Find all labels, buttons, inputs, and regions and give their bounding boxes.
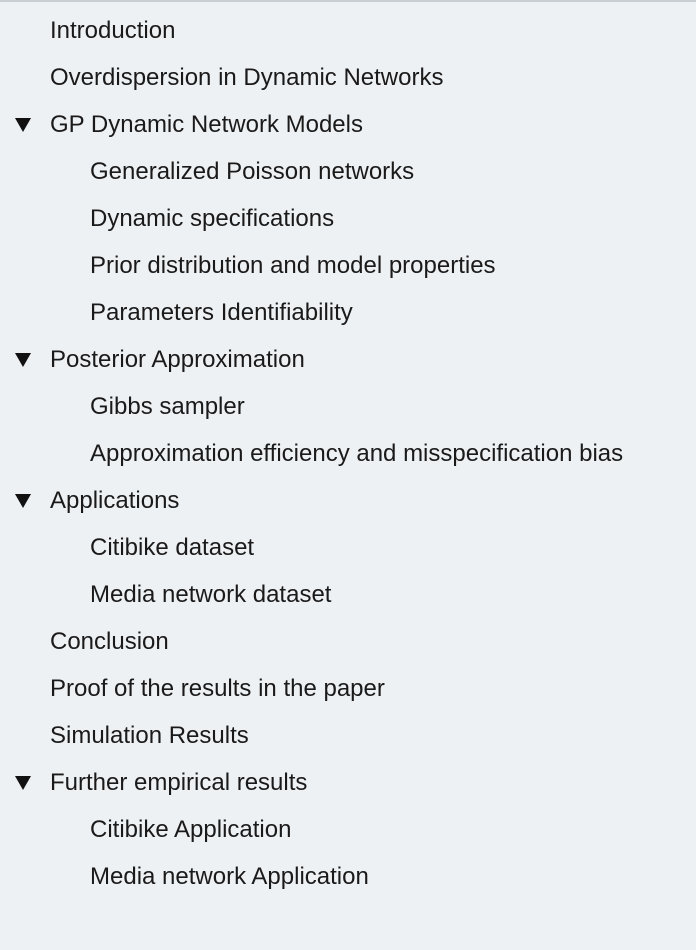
triangle-down-icon[interactable]: [14, 101, 32, 148]
toc-item-simulation-results[interactable]: [0, 712, 696, 759]
toc-item-label[interactable]: Approximation efficiency and misspecification bias: [90, 440, 624, 467]
triangle-down-icon[interactable]: [14, 477, 32, 524]
toc-item-gp-dynamic-network-models[interactable]: [0, 101, 696, 148]
toc-item-applications[interactable]: [0, 477, 696, 524]
toc-item-conclusion[interactable]: [0, 618, 696, 665]
toc-item-label[interactable]: Introduction: [50, 17, 176, 44]
toc-item-label[interactable]: Simulation Results: [50, 722, 249, 749]
toc-item-label[interactable]: Dynamic specifications: [90, 205, 335, 232]
toc-subitem-prior-distribution[interactable]: [0, 242, 696, 289]
toc-subitem-generalized-poisson[interactable]: [0, 148, 696, 195]
toc-item-label[interactable]: Citibike Application: [90, 816, 292, 843]
toc-item-label[interactable]: Generalized Poisson networks: [90, 158, 415, 185]
toc-item-label[interactable]: Posterior Approximation: [50, 346, 305, 373]
toc-item-label[interactable]: Media network dataset: [90, 581, 332, 608]
toc-item-label[interactable]: Overdispersion in Dynamic Networks: [50, 64, 444, 91]
triangle-down-icon[interactable]: [14, 336, 32, 383]
toc-subitem-citibike-dataset[interactable]: [0, 524, 696, 571]
toc-item-label[interactable]: Further empirical results: [50, 769, 308, 796]
toc-item-further-empirical-results[interactable]: [0, 759, 696, 806]
toc-item-label[interactable]: Gibbs sampler: [90, 393, 245, 420]
triangle-down-icon[interactable]: [14, 759, 32, 806]
toc-item-label[interactable]: Proof of the results in the paper: [50, 675, 385, 702]
toc-subitem-citibike-application[interactable]: [0, 806, 696, 853]
toc-subitem-gibbs-sampler[interactable]: [0, 383, 696, 430]
toc-item-overdispersion[interactable]: [0, 54, 696, 101]
toc-item-label[interactable]: Conclusion: [50, 628, 169, 655]
toc-item-proof-of-results[interactable]: [0, 665, 696, 712]
toc-item-label[interactable]: Prior distribution and model properties: [90, 252, 496, 279]
toc-item-label[interactable]: Parameters Identifiability: [90, 299, 353, 326]
toc-subitem-media-network-dataset[interactable]: [0, 571, 696, 618]
toc-list: [0, 7, 696, 900]
toc-subitem-parameters-identifiability[interactable]: [0, 289, 696, 336]
toc-subitem-dynamic-specifications[interactable]: [0, 195, 696, 242]
toc-item-label[interactable]: Media network Application: [90, 863, 369, 890]
toc-subitem-media-network-application[interactable]: [0, 853, 696, 900]
toc-item-label[interactable]: GP Dynamic Network Models: [50, 111, 363, 138]
toc-item-posterior-approximation[interactable]: [0, 336, 696, 383]
toc-item-introduction[interactable]: [0, 7, 696, 54]
toc-item-label[interactable]: Citibike dataset: [90, 534, 255, 561]
toc-subitem-approximation-efficiency[interactable]: [0, 430, 696, 477]
toc-item-label[interactable]: Applications: [50, 487, 180, 514]
